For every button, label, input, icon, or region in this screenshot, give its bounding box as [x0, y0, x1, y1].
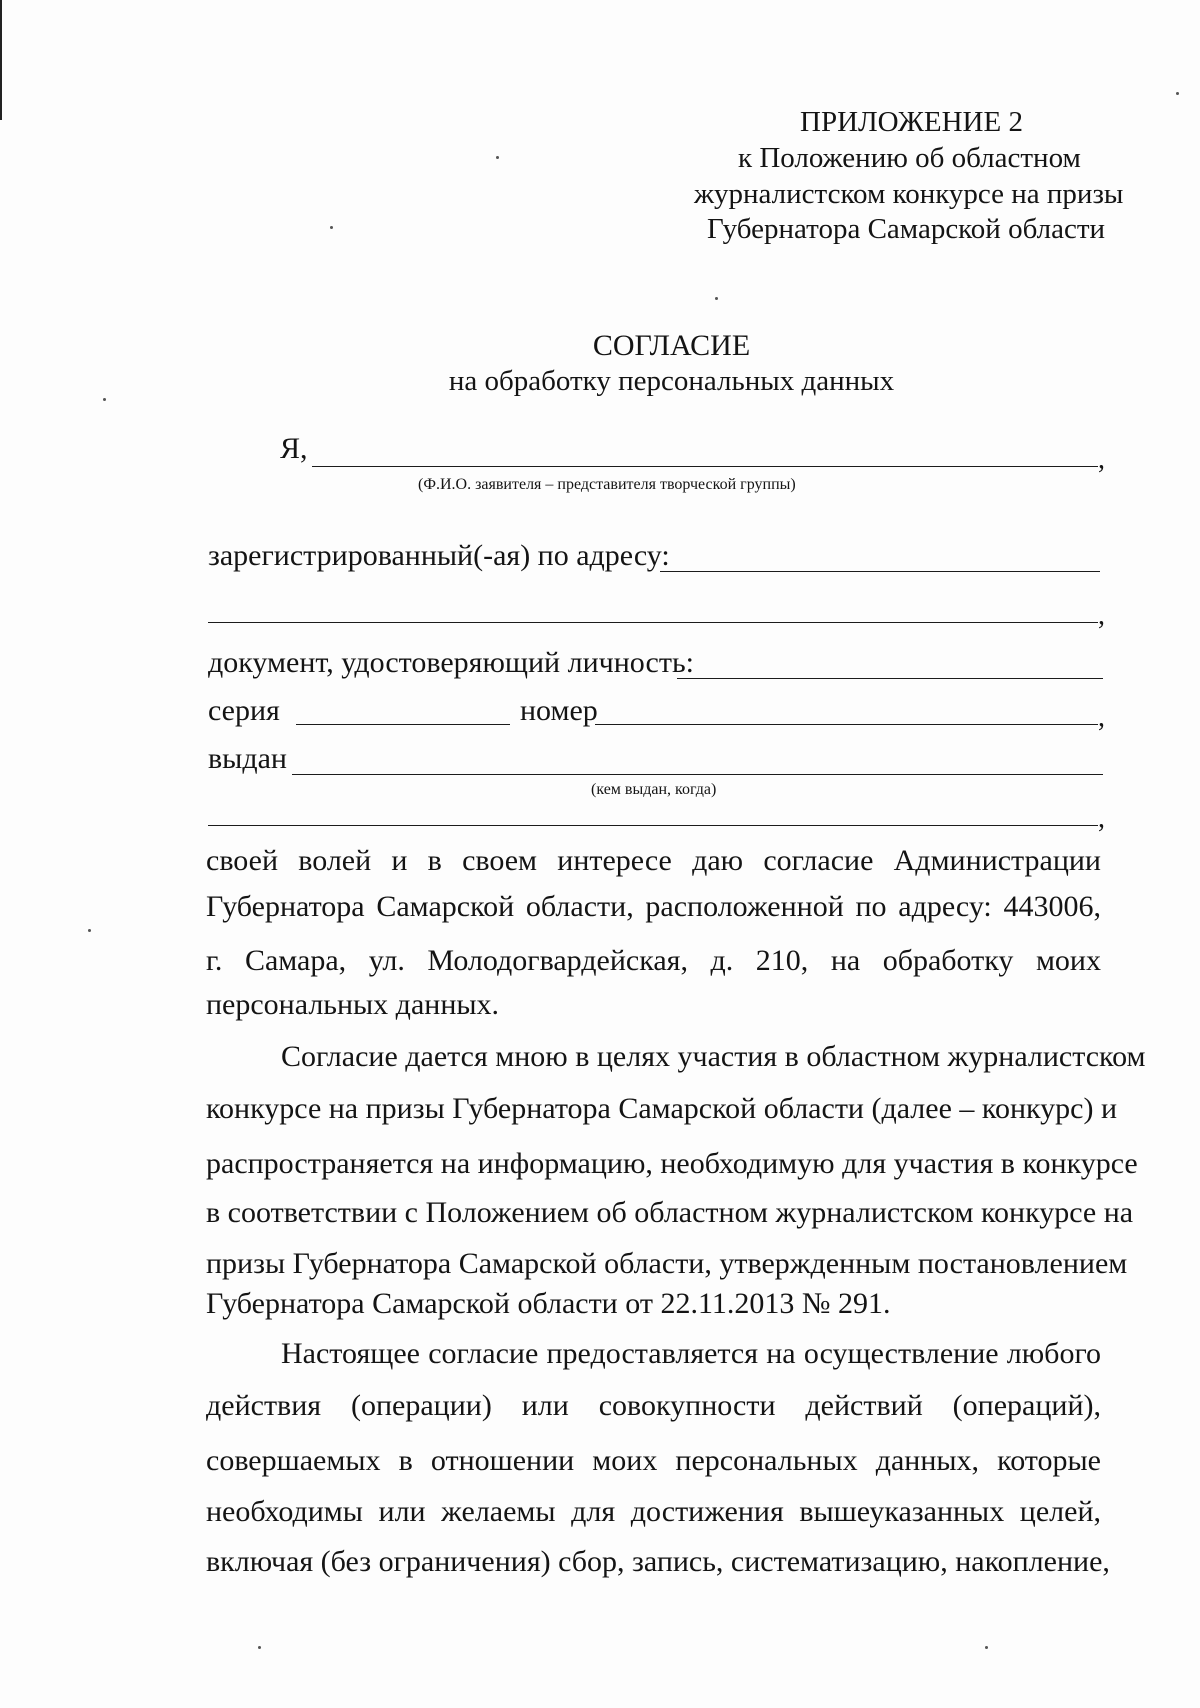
address-field[interactable]	[660, 571, 1100, 572]
appendix-caption-line-3: Губернатора Самарской области	[707, 213, 1106, 245]
number-label: номер	[520, 694, 598, 727]
issued-field[interactable]	[292, 774, 1103, 775]
paragraph-3-line: совершаемых в отношении моих персональных данных, которые	[206, 1444, 1101, 1477]
paragraph-2-line: конкурсе на призы Губернатора Самарской области (далее – конкурс) и	[206, 1092, 1118, 1125]
scan-speck	[496, 156, 499, 159]
series-label: серия	[208, 694, 280, 727]
applicant-label: Я,	[280, 432, 308, 465]
scan-speck	[1176, 92, 1179, 95]
paragraph-3-line: необходимы или желаемы для достижения вышеуказанных целей,	[206, 1495, 1101, 1528]
applicant-name-field[interactable]	[312, 466, 1098, 467]
series-field[interactable]	[296, 724, 510, 725]
appendix-caption-line-1: к Положению об областном	[738, 142, 1081, 174]
scan-edge-mark	[0, 0, 2, 120]
scan-speck	[88, 929, 91, 932]
scan-speck	[103, 398, 106, 401]
identity-document-label: документ, удостоверяющий личность:	[208, 646, 694, 679]
issued-label: выдан	[208, 742, 287, 775]
paragraph-1-line: Губернатора Самарской области, расположенной по адресу: 443006,	[206, 890, 1101, 923]
document-title: СОГЛАСИЕ	[592, 329, 751, 362]
paragraph-3-line: Настоящее согласие предоставляется на осуществление любого	[281, 1337, 1101, 1370]
comma: ,	[1098, 702, 1105, 733]
comma: ,	[1098, 444, 1105, 475]
paragraph-2-line: Согласие дается мною в целях участия в областном журналистском	[281, 1040, 1146, 1073]
document-subtitle: на обработку персональных данных	[448, 365, 895, 397]
identity-document-field[interactable]	[677, 678, 1103, 679]
applicant-name-hint: (Ф.И.О. заявителя – представителя творческой группы)	[418, 476, 796, 493]
paragraph-2-line: Губернатора Самарской области от 22.11.2013 № 291.	[206, 1287, 891, 1320]
scan-speck	[330, 226, 333, 229]
scan-speck	[258, 1646, 261, 1649]
paragraph-3-line: действия (операции) или совокупности действий (операций),	[206, 1389, 1101, 1422]
paragraph-1-line: г. Самара, ул. Молодогвардейская, д. 210, на обработку моих	[206, 944, 1101, 977]
issued-field-continued[interactable]	[208, 825, 1098, 826]
comma: ,	[1098, 600, 1105, 631]
issued-hint: (кем выдан, когда)	[591, 781, 717, 798]
address-label: зарегистрированный(-ая) по адресу:	[208, 539, 670, 572]
paragraph-2-line: распространяется на информацию, необходимую для участия в конкурсе	[206, 1147, 1138, 1180]
scan-speck	[985, 1646, 988, 1649]
scan-speck	[715, 297, 718, 300]
number-field[interactable]	[595, 724, 1098, 725]
appendix-caption-line-2: журналистском конкурсе на призы	[694, 178, 1124, 210]
paragraph-1-line: своей волей и в своем интересе даю согласие Администрации	[206, 844, 1101, 877]
appendix-number: ПРИЛОЖЕНИЕ 2	[800, 106, 1023, 138]
paragraph-3-line: включая (без ограничения) сбор, запись, систематизацию, накопление,	[206, 1545, 1110, 1578]
comma: ,	[1098, 803, 1105, 834]
paragraph-1-line: персональных данных.	[206, 988, 500, 1021]
paragraph-2-line: в соответствии с Положением об областном журналистском конкурсе на	[206, 1196, 1134, 1229]
address-field-continued[interactable]	[208, 622, 1098, 623]
paragraph-2-line: призы Губернатора Самарской области, утвержденным постановлением	[206, 1247, 1128, 1280]
